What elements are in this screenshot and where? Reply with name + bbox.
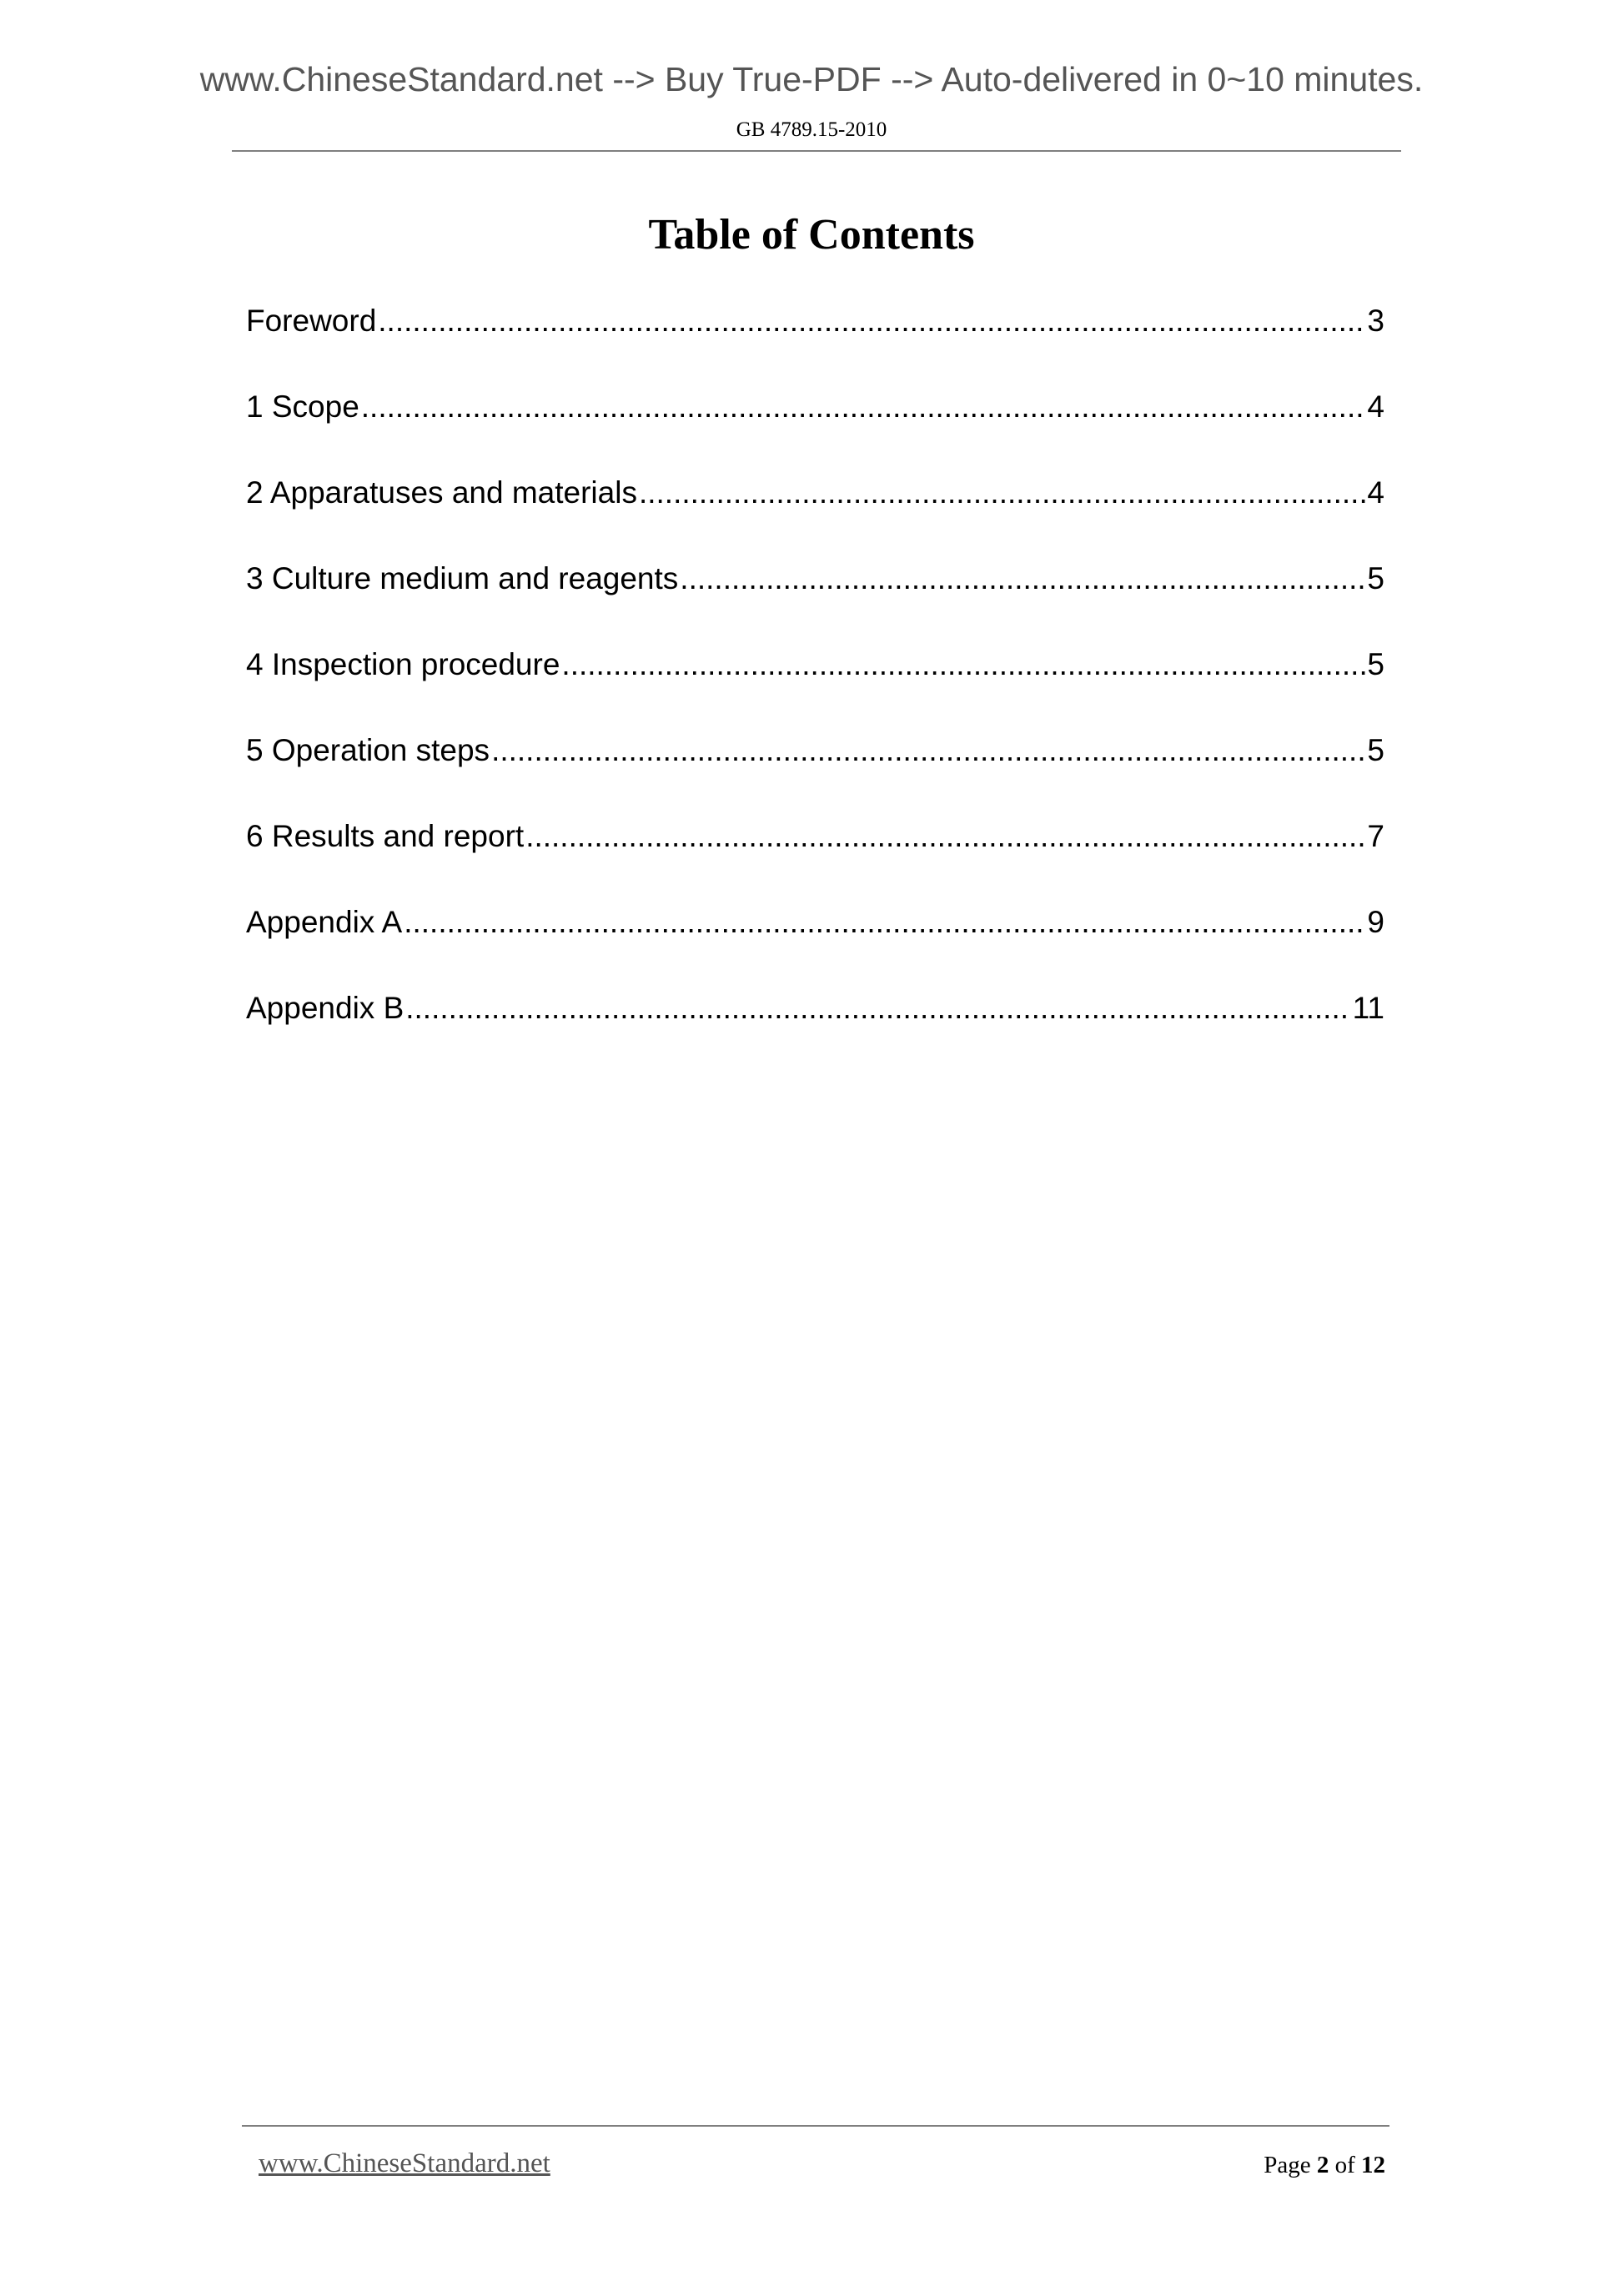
toc-entry-page: 5: [1367, 561, 1384, 595]
header-banner: www.ChineseStandard.net --> Buy True-PDF --> Auto-delivered in 0~10 minutes.: [199, 60, 1424, 98]
toc-dot-leader: [405, 991, 1350, 1026]
toc-entry-apparatuses[interactable]: [246, 475, 1384, 561]
toc-entry-culture-medium[interactable]: [246, 561, 1384, 647]
toc-entry-operation-steps[interactable]: [246, 733, 1384, 819]
footer-website-link[interactable]: www.ChineseStandard.net: [259, 2148, 550, 2178]
toc-dot-leader: [491, 733, 1365, 768]
toc-entry-label: 1 Scope: [246, 389, 359, 424]
toc-entry-results-report[interactable]: [246, 819, 1384, 905]
toc-dot-leader: [561, 647, 1365, 682]
toc-entry-label: 6 Results and report: [246, 819, 525, 853]
toc-dot-leader: [378, 304, 1365, 339]
toc-entry-label: 5 Operation steps: [246, 733, 490, 767]
footer-divider: [242, 2125, 1389, 2127]
toc-entry-page: 5: [1367, 647, 1384, 681]
toc-entry-page: 7: [1367, 819, 1384, 853]
toc-entry-page: 11: [1352, 991, 1384, 1025]
toc-dot-leader: [525, 819, 1365, 854]
page-total: 12: [1361, 2152, 1385, 2178]
toc-dot-leader: [404, 905, 1365, 940]
toc-title: Table of Contents: [648, 211, 975, 259]
toc-dot-leader: [361, 389, 1366, 425]
document-code: GB 4789.15-2010: [736, 118, 887, 141]
toc-entry-label: Appendix A: [246, 905, 403, 939]
toc-entry-page: 5: [1367, 733, 1384, 767]
toc-entry-label: 4 Inspection procedure: [246, 647, 560, 681]
toc-entry-appendix-a[interactable]: [246, 905, 1384, 991]
toc-entry-page: 3: [1367, 304, 1384, 338]
toc-entry-scope[interactable]: [246, 389, 1384, 475]
page-number: [1264, 2152, 1385, 2179]
toc-entry-appendix-b[interactable]: [246, 991, 1384, 1077]
page-current: 2: [1316, 2152, 1329, 2178]
toc-entry-label: Appendix B: [246, 991, 404, 1025]
toc-dot-leader: [680, 561, 1365, 596]
page-prefix: Page: [1264, 2152, 1311, 2178]
toc-entry-page: 4: [1367, 475, 1384, 510]
table-of-contents: [246, 304, 1384, 1077]
toc-entry-inspection-procedure[interactable]: [246, 647, 1384, 733]
header-divider: [232, 150, 1401, 152]
toc-entry-page: 4: [1367, 389, 1384, 424]
toc-entry-foreword[interactable]: [246, 304, 1384, 389]
toc-dot-leader: [639, 475, 1365, 510]
toc-entry-page: 9: [1367, 905, 1384, 939]
toc-entry-label: Foreword: [246, 304, 377, 338]
toc-entry-label: 3 Culture medium and reagents: [246, 561, 679, 595]
page-of: of: [1334, 2152, 1355, 2178]
toc-entry-label: 2 Apparatuses and materials: [246, 475, 637, 510]
